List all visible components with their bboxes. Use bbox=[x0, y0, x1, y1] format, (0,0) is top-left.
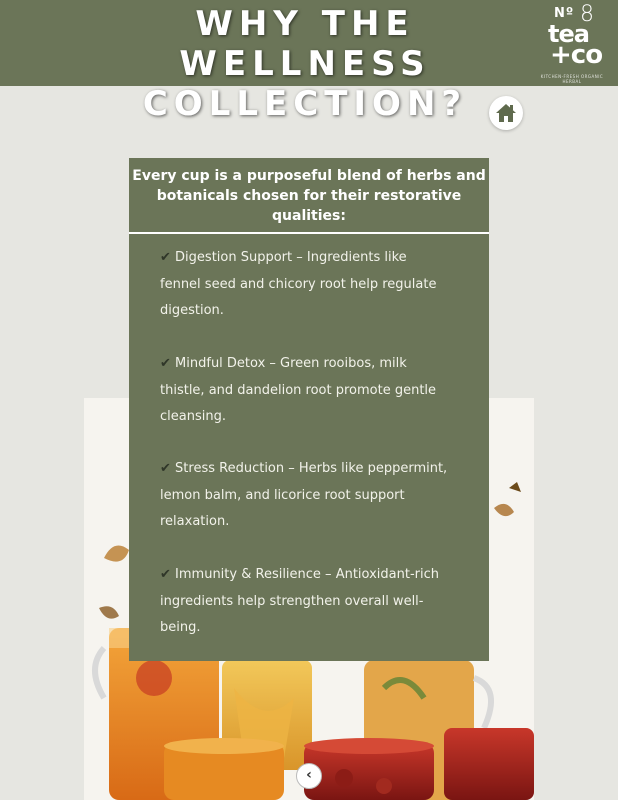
logo-tea-text: tea bbox=[548, 20, 589, 48]
home-icon bbox=[495, 102, 517, 124]
logo-number: 8 bbox=[580, 2, 594, 27]
benefit-line: Immunity & Resilience – Antioxidant-rich bbox=[175, 567, 439, 582]
benefit-line: relaxation. bbox=[160, 514, 230, 529]
check-icon: ✔ bbox=[160, 250, 171, 265]
page-title-line-1: WHY THE WELLNESS bbox=[179, 4, 431, 84]
carousel-prev-button[interactable] bbox=[296, 763, 322, 789]
benefit-line: cleansing. bbox=[160, 409, 226, 424]
page-title bbox=[95, 4, 515, 124]
card-intro-line: Every cup is a purposeful blend of herbs and bbox=[132, 168, 486, 184]
benefit-detox bbox=[160, 351, 470, 431]
card-intro-line: botanicals chosen for their restorative bbox=[156, 188, 462, 204]
page-title-line-2: COLLECTION? bbox=[142, 84, 468, 124]
benefit-line: digestion. bbox=[160, 303, 224, 318]
chevron-left-icon: ‹ bbox=[306, 767, 312, 783]
logo-co-text: +co bbox=[550, 40, 603, 70]
benefit-immunity bbox=[160, 562, 470, 642]
benefit-stress bbox=[160, 456, 470, 536]
benefit-digestion bbox=[160, 245, 470, 325]
check-icon: ✔ bbox=[160, 567, 171, 582]
benefit-line: Stress Reduction – Herbs like peppermint, bbox=[175, 461, 448, 476]
page-header bbox=[0, 0, 618, 124]
benefit-line: being. bbox=[160, 620, 201, 635]
benefit-line: fennel seed and chicory root help regulate bbox=[160, 276, 437, 292]
benefit-line: ingredients help strengthen overall well- bbox=[160, 593, 424, 609]
card-intro bbox=[129, 158, 489, 232]
wellness-benefits-card bbox=[129, 158, 489, 661]
check-icon: ✔ bbox=[160, 461, 171, 476]
benefit-line: Digestion Support – Ingredients like bbox=[175, 250, 407, 265]
benefit-line: lemon balm, and licorice root support bbox=[160, 487, 405, 503]
brand-logo[interactable] bbox=[530, 4, 614, 82]
logo-no-text: Nº bbox=[554, 6, 575, 21]
benefit-line: thistle, and dandelion root promote gentle bbox=[160, 382, 437, 398]
card-intro-line: qualities: bbox=[272, 208, 346, 224]
home-button[interactable] bbox=[489, 96, 523, 130]
logo-tagline: KITCHEN-FRESH ORGANIC HERBAL bbox=[540, 74, 604, 84]
benefit-line: Mindful Detox – Green rooibos, milk bbox=[175, 356, 407, 371]
check-icon: ✔ bbox=[160, 356, 171, 371]
card-divider bbox=[129, 232, 489, 234]
